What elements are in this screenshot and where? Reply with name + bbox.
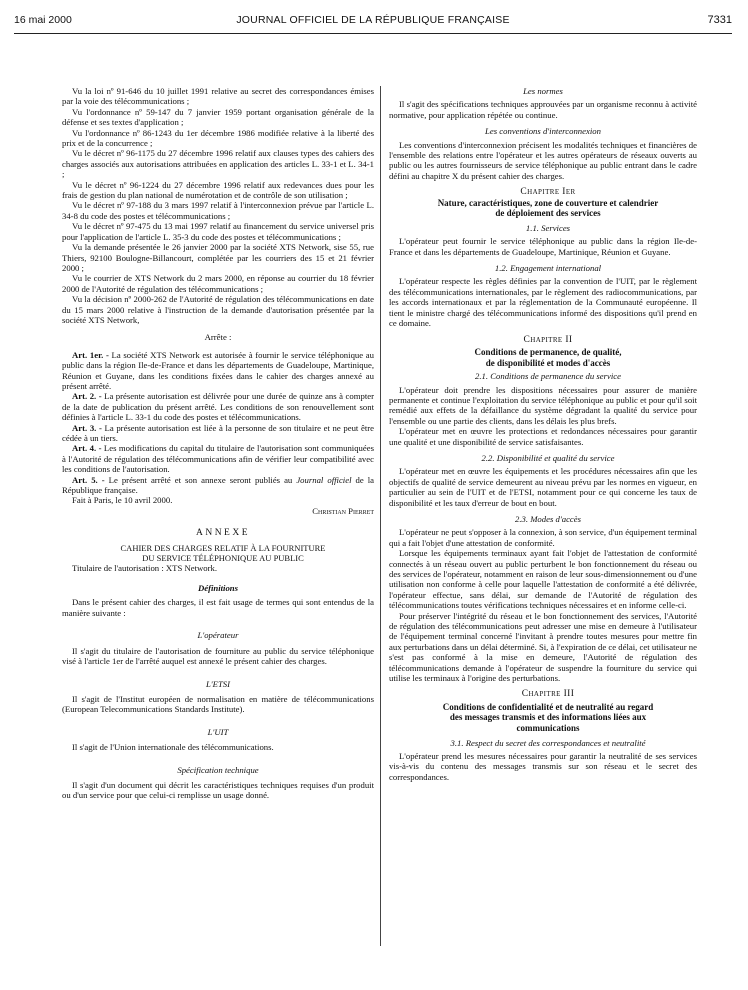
header-page-number: 7331 [707, 14, 732, 26]
cahier-title-line2: DU SERVICE TÉLÉPHONIQUE AU PUBLIC [142, 552, 304, 563]
visa-3: Vu l'ordonnance nº 86-1243 du 1er décembre 1986 modifiée relative à la liberté des prix et de la concurrence ; [62, 127, 374, 149]
journal-officiel-italic: Journal officiel [296, 474, 352, 485]
definitions-heading: Définitions [197, 583, 239, 594]
article-4-number: Art. 4. - [72, 443, 102, 454]
chapter-2-title-line2: de disponibilité et modes d'accès [485, 357, 611, 368]
section-1-2-heading: 1.2. Engagement international [494, 263, 602, 274]
visa-1: Vu la loi nº 91-646 du 10 juillet 1991 relative au secret des correspondances émises par la voie des télécommunications ; [62, 86, 374, 107]
visa-2: Vu l'ordonnance nº 59-147 du 7 janvier 1959 portant organisation générale de la défense et ses textes d'application ; [62, 106, 374, 128]
article-3-text: La présente autorisation est liée à la personne de son titulaire et ne peut être cédée à un tiers. [62, 422, 374, 443]
uit-text: Il s'agit de l'Union internationale des télécommunications. [72, 742, 274, 753]
article-2-number: Art. 2. - [72, 391, 102, 402]
article-5-text-b: de la République française. [62, 474, 374, 496]
article-5-number: Art. 5. - [72, 474, 105, 485]
conventions-heading: Les conventions d'interconnexion [485, 126, 601, 137]
chapter-3-label: Chapitre III [521, 689, 575, 700]
article-5 [62, 475, 374, 496]
section-2-3-text-1: L'opérateur ne peut s'opposer à la connexion, à son service, d'un équipement terminal qui a fait l'objet d'une attestation de conformité. [389, 527, 697, 548]
chapter-1-title-line1: Nature, caractéristiques, zone de couverture et calendrier [437, 197, 659, 208]
article-1-text: La société XTS Network est autorisée à fournir le service téléphonique au public dans la région Ile-de-France et dans les départements de Guadeloupe, Martinique, Réunion et Guyane, dans les conditions fixées dans le cahier des charges annexé au présent arrêté. [62, 349, 374, 391]
section-1-2-text: L'opérateur respecte les règles définies par la convention de l'UIT, par le règlement des télécommunications internationales, par le règlement des radiocommunications, par les accords internationaux et par la réglementation de la Communauté européenne. Il tient le ministre chargé des télécommunications informé des dispositions qu'il prend en ce domaine. [389, 276, 697, 329]
chapter-1-title-line2: de déploiement des services [495, 208, 601, 219]
visa-7: Vu le décret nº 97-475 du 13 mai 1997 relatif au financement du service universel pris pour l'application de l'article L. 35-3 du code des postes et télécommunications ; [62, 221, 374, 242]
chapter-3-title-line3: communications [516, 723, 580, 734]
normes-text: Il s'agit des spécifications techniques approuvées par un organisme reconnu à activité normative, pour application répétée ou continue. [389, 99, 697, 120]
section-2-3-text-2: Lorsque les équipements terminaux ayant fait l'objet de l'attestation de conformité connectés à un réseau ouvert au public perturbent le bon fonctionnement du réseau ou des services de l'opérateur, notamment en raison de leur sous-dimensionnement ou d'une utilisation non conforme à celle pour laquelle l'attestation de conformité a été délivrée, l'opérateur effectue, sans délai, sur demande de l'Autorité de régulation des télécommunications toutes vérifications techniques nécessaires et en informe celle-ci. [389, 548, 697, 611]
visa-8: Vu la demande présentée le 26 janvier 2000 par la société XTS Network, sise 55, rue Thiers, 92100 Boulogne-Billancourt, complétée par les courriers des 15 et 21 février 2000 ; [62, 242, 374, 273]
article-4 [62, 443, 374, 474]
spacer [62, 343, 374, 350]
spacer [62, 753, 374, 765]
visa-6: Vu le décret nº 97-188 du 3 mars 1997 relatif à l'interconnexion prévue par l'article L. 34-8 du code des postes et télécommunications ; [62, 200, 374, 221]
cahier-title-line1: CAHIER DES CHARGES RELATIF À LA FOURNITURE [120, 542, 326, 553]
section-1-1-heading: 1.1. Services [525, 222, 571, 233]
article-2 [62, 391, 374, 422]
uit-heading: L'UIT [207, 726, 229, 737]
conventions-text: Les conventions d'interconnexion précisent les modalités techniques et financières de l'ensemble des relations entre l'opérateur et les autres opérateurs de réseaux ouverts au public ou les autres fournisseurs de service téléphonique au public entrant dans le cadre défini au chapitre X du présent cahier des charges. [389, 139, 697, 181]
signature: Christian Pierret [312, 505, 374, 516]
section-2-2-heading: 2.2. Disponibilité et qualité du service [481, 452, 615, 463]
chapter-2-label: Chapitre II [523, 334, 573, 345]
visa-10: Vu la décision nº 2000-262 de l'Autorité de régulation des télécommunications en date du 15 mars 2000 relative à l'instruction de la demande d'autorisation présentée par la société XTS Network, [62, 294, 374, 325]
etsi-heading: L'ETSI [205, 678, 231, 689]
section-1-1-text: L'opérateur peut fournir le service téléphonique au public dans la région Ile-de-France et dans les départements de Guadeloupe, Martinique, Réunion et Guyane. [389, 236, 697, 257]
page-header [14, 14, 732, 30]
section-2-1-heading: 2.1. Conditions de permanence du service [475, 371, 621, 382]
visa-9: Vu le courrier de XTS Network du 2 mars 2000, en réponse au courrier du 18 février 2000 de l'Autorité de régulation des télécommunications ; [62, 273, 374, 294]
chapter-1-label: Chapitre Ier [520, 187, 576, 198]
spacer [62, 516, 374, 528]
section-2-2-text: L'opérateur met en œuvre les équipements et les procédures nécessaires afin que les objectifs de qualité de service demeurent au niveau prévu par les normes en vigueur, en particulier au sein de l'UIT et de l'ETSI, notamment pour ce qui concerne les taux de disponibilité et les taux d'erreur de bout en bout. [389, 466, 697, 508]
article-5-text-a: Le présent arrêté et son annexe seront publiés au [104, 474, 297, 485]
section-3-1-heading: 3.1. Respect du secret des correspondances et neutralité [450, 737, 646, 748]
chapter-3-title-line2: des messages transmis et des informations liées aux [449, 712, 647, 723]
arrete-label: Arrête : [204, 332, 232, 343]
column-divider [380, 86, 381, 946]
header-rule [14, 33, 732, 34]
definitions-intro: Dans le présent cahier des charges, il est fait usage de termes qui sont entendus de la manière suivante : [62, 597, 374, 618]
spacer [62, 715, 374, 727]
fait-a-paris: Fait à Paris, le 10 avril 2000. [72, 495, 173, 506]
chapter-3-title-line1: Conditions de confidentialité et de neutralité au regard [442, 701, 654, 712]
spacer [62, 667, 374, 679]
header-journal-title: JOURNAL OFFICIEL DE LA RÉPUBLIQUE FRANÇAISE [236, 14, 510, 26]
titulaire: Titulaire de l'autorisation : XTS Network. [72, 562, 218, 573]
section-2-3-heading: 2.3. Modes d'accès [514, 513, 582, 524]
section-3-1-text: L'opérateur prend les mesures nécessaires pour garantir la neutralité de ses services vis-à-vis du contenu des messages transmis sur son réseau et le secret des correspondances. [389, 751, 697, 782]
normes-heading: Les normes [523, 86, 563, 96]
spacer [62, 325, 374, 332]
etsi-text: Il s'agit de l'Institut européen de normalisation en matière de télécommunications (European Telecommunications Standards Institute). [62, 693, 374, 715]
header-date: 16 mai 2000 [14, 14, 72, 26]
article-1-number: Art. 1er. - [72, 349, 109, 360]
section-2-1-text-2: L'opérateur met en œuvre les protections et redondances nécessaires pour garantir une qualité et une disponibilité de service satisfaisantes. [389, 426, 697, 447]
visa-5: Vu le décret nº 96-1224 du 27 décembre 1996 relatif aux redevances dues pour les frais de gestion du plan national de numérotation et de contrôle de son utilisation ; [62, 179, 374, 201]
spacer [62, 573, 374, 583]
operateur-heading: L'opérateur [197, 630, 239, 641]
section-2-3-text-3: Pour préserver l'intégrité du réseau et le bon fonctionnement des services, l'Autorité de régulation des télécommunications peut adresser une mise en demeure à l'utilisateur de l'équipement terminal concerné l'invitant à prendre toutes mesures pour mettre fin aux perturbations dans un délai déterminé. Si, à l'expiration de ce délai, cet utilisateur ne s'est pas conformé à la mise en demeure, l'Autorité de régulation des télécommunications demande à l'opérateur de suspendre la fourniture du service qui utilise les terminaux à l'origine des perturbations. [389, 610, 697, 684]
article-3 [62, 423, 374, 444]
article-3-number: Art. 3. - [72, 422, 102, 433]
visa-4: Vu le décret nº 96-1175 du 27 décembre 1996 relatif aux clauses types des cahiers des charges associés aux autorisations attribuées en application des articles L. 33-1 et L. 34-1 ; [62, 148, 374, 180]
article-2-text: La présente autorisation est délivrée pour une durée de quinze ans à compter de la date de publication du présent arrêté. Les conditions de son renouvellement sont définies à l'article L. 33-1 du code des postes et télécommunications. [62, 391, 374, 423]
section-2-1-text-1: L'opérateur doit prendre les dispositions nécessaires pour assurer de manière permanente et continue l'exploitation du service téléphonique au public et pour qu'il soit remédié aux effets de la défaillance du système dégradant la qualité du service pour l'ensemble ou une partie des clients, dans les délais les plus brefs. [389, 384, 697, 426]
specification-text: Il s'agit d'un document qui décrit les caractéristiques techniques requises d'un produit ou d'un service pour que celui-ci remplisse un usage donné. [62, 779, 374, 801]
article-4-text: Les modifications du capital du titulaire de l'autorisation sont communiquées à l'Autorité de régulation des télécommunications afin de vérifier leur compatibilité avec les conditions de l'autorisation. [62, 443, 374, 475]
annexe-title: ANNEXE [195, 528, 251, 539]
specification-heading: Spécification technique [177, 764, 259, 775]
operateur-text: Il s'agit du titulaire de l'autorisation de fourniture au public du service téléphonique visé à l'article 1er de l'arrêté auquel est annexé le présent cahier des charges. [62, 645, 374, 667]
left-column [62, 86, 374, 801]
chapter-2-title-line1: Conditions de permanence, de qualité, [474, 346, 622, 357]
right-column [389, 86, 697, 782]
article-1 [62, 350, 374, 392]
spacer [62, 618, 374, 630]
